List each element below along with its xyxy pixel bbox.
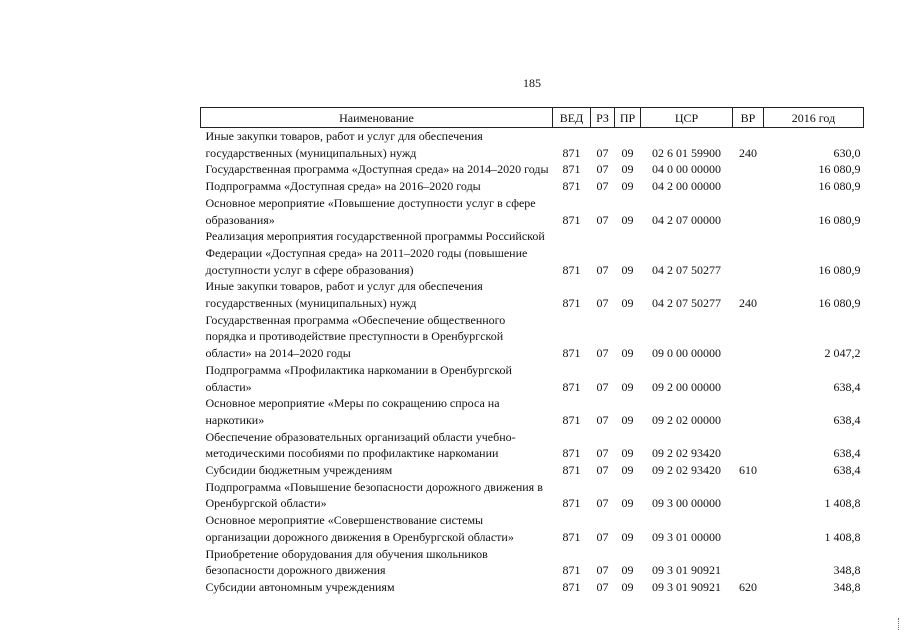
row-pr: 09 [621, 529, 634, 544]
row-name: Государственная программа «Доступная среда» на 2014–2020 годы [205, 162, 549, 177]
row-pr: 09 [621, 496, 634, 511]
row-rz: 07 [596, 446, 609, 461]
row-ved: 871 [562, 262, 581, 277]
row-pr: 09 [621, 379, 634, 394]
row-rz: 07 [596, 296, 609, 311]
table-row [201, 546, 864, 579]
table-row [201, 228, 864, 278]
row-name: Основное мероприятие «Меры по сокращению спроса на наркотики» [205, 396, 500, 427]
table-row [201, 579, 864, 596]
row-ved: 871 [562, 379, 581, 394]
row-pr: 09 [621, 179, 634, 194]
row-amount: 1 408,8 [824, 529, 861, 544]
table-row [201, 429, 864, 462]
row-ved: 871 [562, 296, 581, 311]
row-vr: 620 [739, 579, 757, 594]
row-ved: 871 [562, 412, 581, 427]
row-name: Субсидии автономным учреждениям [205, 579, 395, 594]
row-csr: 09 3 01 90921 [652, 563, 721, 578]
row-name: Реализация мероприятия государственной программы Российской Федерации «Доступная среда» на 2011–2020 годы (повышение доступности услуг в сфере образования) [205, 229, 545, 277]
row-amount: 16 080,9 [818, 179, 861, 194]
row-name: Подпрограмма «Доступная среда» на 2016–2020 годы [205, 179, 481, 194]
row-vr [733, 228, 764, 278]
row-pr: 09 [621, 212, 634, 227]
row-vr [733, 546, 764, 579]
header-ved: ВЕД [553, 108, 591, 128]
row-amount: 630,0 [833, 145, 861, 160]
table-row [201, 161, 864, 178]
row-ved: 871 [562, 563, 581, 578]
row-vr [733, 312, 764, 362]
row-vr [733, 429, 764, 462]
row-amount: 348,8 [833, 563, 861, 578]
row-amount: 638,4 [833, 412, 861, 427]
row-name: Субсидии бюджетным учреждениям [205, 463, 393, 478]
row-amount: 1 408,8 [824, 496, 861, 511]
row-csr: 04 2 07 00000 [652, 212, 721, 227]
table-row [201, 178, 864, 195]
row-csr: 02 6 01 59900 [652, 145, 721, 160]
row-ved: 871 [562, 446, 581, 461]
row-ved: 871 [562, 145, 581, 160]
table-header-row [201, 108, 864, 128]
row-amount: 638,4 [833, 379, 861, 394]
row-ved: 871 [562, 463, 581, 478]
row-vr: 240 [739, 296, 757, 311]
table-row [201, 278, 864, 311]
row-csr: 09 2 02 93420 [652, 463, 721, 478]
row-name: Приобретение оборудования для обучения школьников безопасности дорожного движения [205, 546, 488, 578]
row-pr: 09 [621, 346, 634, 361]
row-csr: 09 3 00 00000 [652, 496, 721, 511]
page-number: 185 [523, 76, 541, 90]
row-csr: 09 0 00 00000 [652, 346, 721, 361]
row-pr: 09 [621, 262, 634, 277]
table-row [201, 462, 864, 479]
row-ved: 871 [562, 212, 581, 227]
row-vr [733, 362, 764, 395]
row-name: Подпрограмма «Повышение безопасности дорожного движения в Оренбургской области» [205, 479, 543, 511]
row-csr: 04 2 00 00000 [652, 179, 721, 194]
table-row [201, 512, 864, 545]
row-rz: 07 [596, 162, 609, 177]
row-amount: 638,4 [833, 463, 861, 478]
row-amount: 16 080,9 [818, 262, 861, 277]
row-amount: 16 080,9 [818, 212, 861, 227]
row-rz: 07 [596, 412, 609, 427]
table-row [201, 395, 864, 428]
row-ved: 871 [562, 579, 581, 594]
table-row [201, 128, 864, 162]
row-vr: 610 [739, 463, 757, 478]
row-vr [733, 512, 764, 545]
header-name: Наименование [201, 108, 553, 128]
row-pr: 09 [621, 412, 634, 427]
table-row [201, 362, 864, 395]
row-amount: 16 080,9 [818, 162, 861, 177]
row-name: Основное мероприятие «Повышение доступности услуг в сфере образования» [205, 195, 536, 227]
header-vr: ВР [733, 108, 764, 128]
row-ved: 871 [562, 496, 581, 511]
row-pr: 09 [621, 162, 634, 177]
row-pr: 09 [621, 145, 634, 160]
row-pr: 09 [621, 463, 634, 478]
margin-mark [898, 618, 901, 630]
row-ved: 871 [562, 529, 581, 544]
row-rz: 07 [596, 579, 609, 594]
row-rz: 07 [596, 179, 609, 194]
row-pr: 09 [621, 579, 634, 594]
row-rz: 07 [596, 262, 609, 277]
row-amount: 16 080,9 [818, 296, 861, 311]
row-pr: 09 [621, 563, 634, 578]
row-name: Подпрограмма «Профилактика наркомании в Оренбургской области» [205, 362, 512, 394]
row-rz: 07 [596, 529, 609, 544]
row-amount: 348,8 [833, 579, 861, 594]
row-name: Обеспечение образовательных организаций области учебно-методическими пособиями по профилактике наркомании [205, 429, 516, 461]
header-pr: ПР [615, 108, 641, 128]
row-name: Иные закупки товаров, работ и услуг для обеспечения государственных (муниципальных) нужд [205, 279, 483, 311]
row-pr: 09 [621, 296, 634, 311]
row-csr: 09 2 02 93420 [652, 446, 721, 461]
header-rz: РЗ [591, 108, 615, 128]
table-row [201, 312, 864, 362]
row-amount: 638,4 [833, 446, 861, 461]
row-name: Основное мероприятие «Совершенствование системы организации дорожного движения в Оренбургской области» [205, 513, 514, 544]
row-rz: 07 [596, 563, 609, 578]
row-rz: 07 [596, 212, 609, 227]
row-pr: 09 [621, 446, 634, 461]
header-year: 2016 год [764, 108, 864, 128]
budget-table [200, 107, 864, 596]
row-vr [733, 161, 764, 178]
row-ved: 871 [562, 162, 581, 177]
row-name: Государственная программа «Обеспечение общественного порядка и противодействие преступности в Оренбургской области» на 2014–2020 годы [205, 312, 506, 361]
row-rz: 07 [596, 463, 609, 478]
row-csr: 09 3 01 90921 [652, 579, 721, 594]
row-csr: 09 2 02 00000 [652, 412, 721, 427]
row-rz: 07 [596, 496, 609, 511]
row-vr [733, 178, 764, 195]
row-vr [733, 195, 764, 228]
row-csr: 09 3 01 00000 [652, 529, 721, 544]
table-row [201, 479, 864, 512]
header-csr: ЦСР [641, 108, 733, 128]
row-vr [733, 395, 764, 428]
row-name: Иные закупки товаров, работ и услуг для обеспечения государственных (муниципальных) нужд [205, 129, 483, 160]
row-rz: 07 [596, 145, 609, 160]
row-csr: 04 2 07 50277 [652, 262, 721, 277]
row-rz: 07 [596, 379, 609, 394]
row-csr: 04 2 07 50277 [652, 296, 721, 311]
row-csr: 04 0 00 00000 [652, 162, 721, 177]
row-ved: 871 [562, 179, 581, 194]
table-row [201, 195, 864, 228]
row-amount: 2 047,2 [824, 346, 861, 361]
row-vr [733, 479, 764, 512]
row-csr: 09 2 00 00000 [652, 379, 721, 394]
row-vr: 240 [739, 145, 757, 160]
row-rz: 07 [596, 346, 609, 361]
row-ved: 871 [562, 346, 581, 361]
table-body [201, 128, 864, 596]
